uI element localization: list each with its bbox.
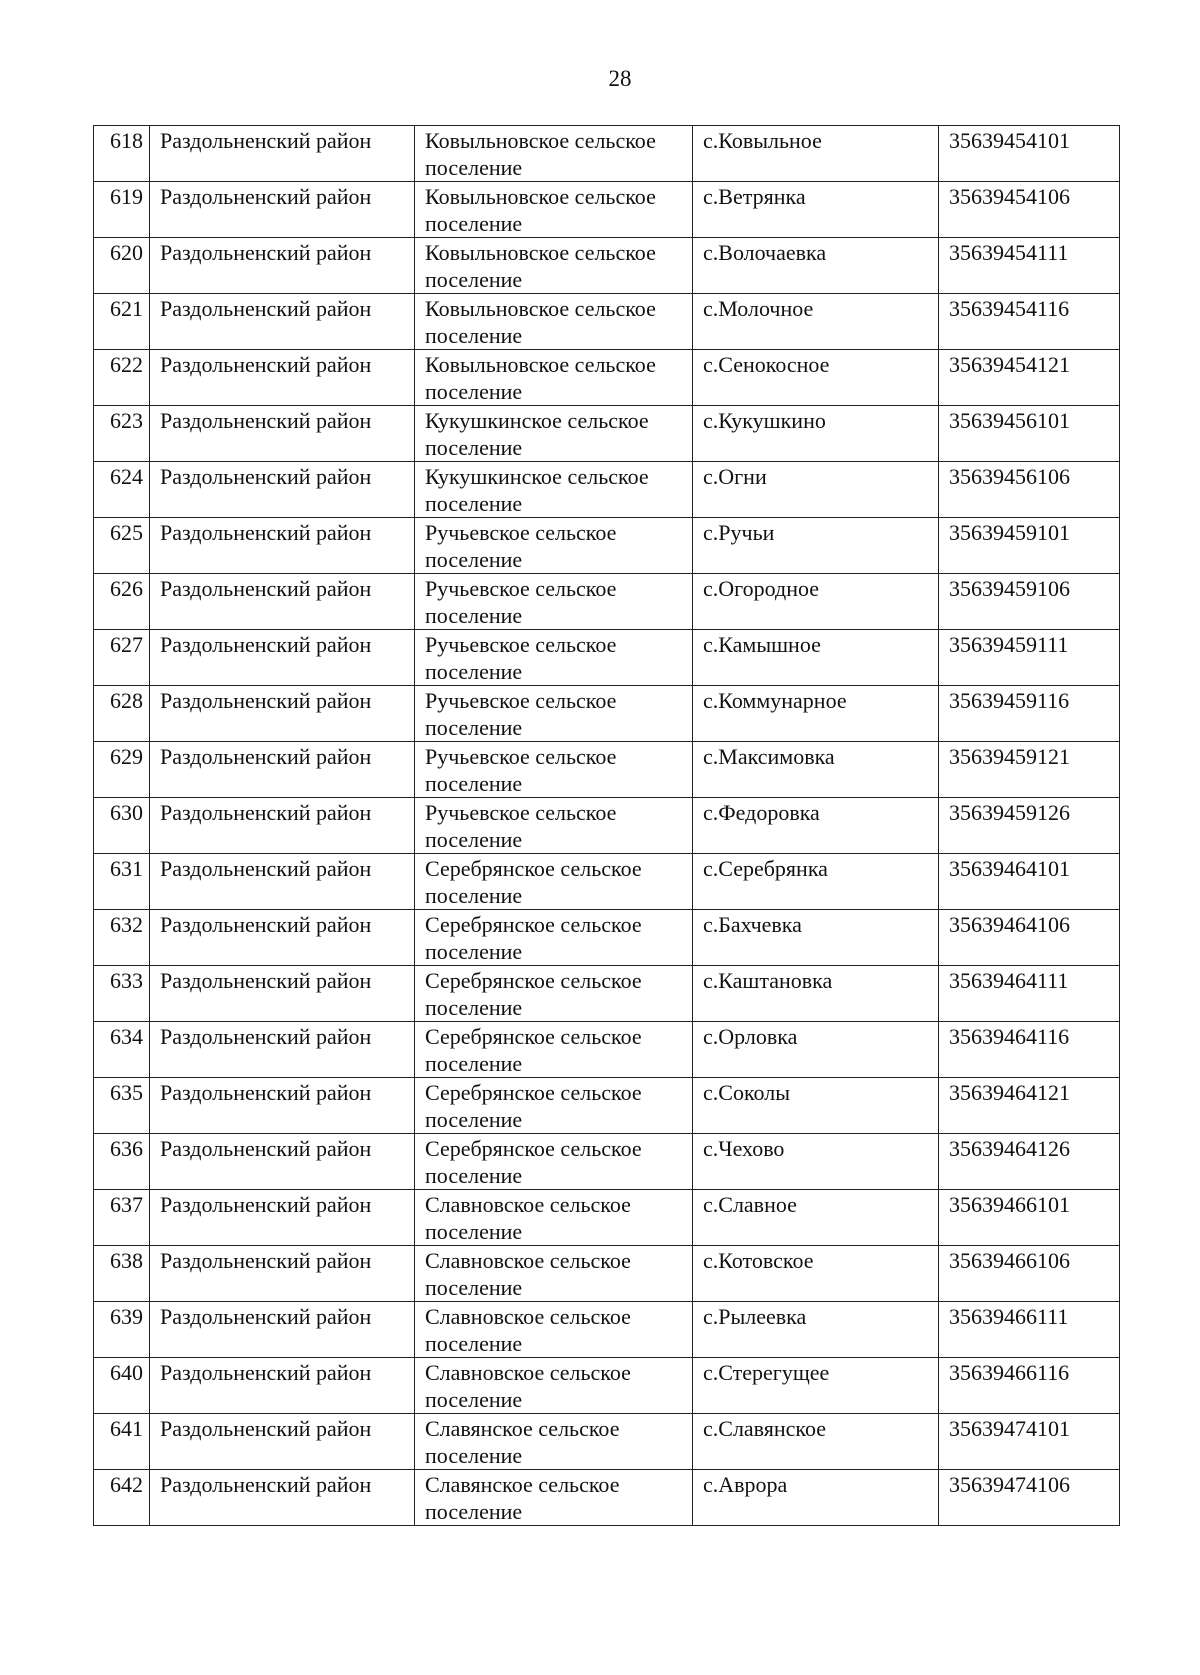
- settlement-name-line-2: поселение: [425, 379, 523, 404]
- oktmo-code: 35639464111: [939, 966, 1120, 1022]
- district-name: Раздольненский район: [150, 910, 415, 966]
- settlement-name: [415, 294, 693, 350]
- settlement-name: [415, 1358, 693, 1414]
- locality-name: с.Аврора: [693, 1470, 939, 1526]
- settlement-name: [415, 854, 693, 910]
- table-row: [94, 294, 1120, 350]
- settlement-name-line-1: Ручьевское сельское: [425, 744, 617, 769]
- settlement-name-line-2: поселение: [425, 211, 523, 236]
- table-row: [94, 854, 1120, 910]
- oktmo-code: 35639464116: [939, 1022, 1120, 1078]
- row-number: 632: [94, 910, 150, 966]
- table-row: [94, 406, 1120, 462]
- settlement-name-line-1: Ковыльновское сельское: [425, 352, 656, 377]
- settlement-name-line-1: Ковыльновское сельское: [425, 184, 656, 209]
- district-name: Раздольненский район: [150, 1414, 415, 1470]
- settlement-name-line-2: поселение: [425, 1387, 523, 1412]
- row-number: 627: [94, 630, 150, 686]
- settlement-name-line-2: поселение: [425, 1499, 523, 1524]
- table-row: [94, 742, 1120, 798]
- settlement-name-line-1: Кукушкинское сельское: [425, 464, 649, 489]
- table-row: [94, 238, 1120, 294]
- oktmo-code: 35639464101: [939, 854, 1120, 910]
- settlement-name: [415, 966, 693, 1022]
- oktmo-code: 35639474106: [939, 1470, 1120, 1526]
- settlement-name-line-1: Ковыльновское сельское: [425, 128, 656, 153]
- table-row: [94, 126, 1120, 182]
- row-number: 622: [94, 350, 150, 406]
- settlement-name-line-2: поселение: [425, 155, 523, 180]
- district-name: Раздольненский район: [150, 1358, 415, 1414]
- row-number: 620: [94, 238, 150, 294]
- row-number: 638: [94, 1246, 150, 1302]
- settlement-name: [415, 182, 693, 238]
- table-row: [94, 518, 1120, 574]
- table-row: [94, 574, 1120, 630]
- locality-name: с.Огородное: [693, 574, 939, 630]
- settlement-name: [415, 1414, 693, 1470]
- settlement-name-line-2: поселение: [425, 715, 523, 740]
- settlement-name-line-1: Славянское сельское: [425, 1416, 620, 1441]
- table-row: [94, 686, 1120, 742]
- settlement-name-line-1: Серебрянское сельское: [425, 1080, 642, 1105]
- oktmo-code: 35639459126: [939, 798, 1120, 854]
- settlement-name-line-1: Ручьевское сельское: [425, 520, 617, 545]
- oktmo-code: 35639474101: [939, 1414, 1120, 1470]
- settlement-name-line-1: Ручьевское сельское: [425, 632, 617, 657]
- district-name: Раздольненский район: [150, 1078, 415, 1134]
- table-row: [94, 182, 1120, 238]
- settlement-name: [415, 462, 693, 518]
- locality-name: с.Федоровка: [693, 798, 939, 854]
- table-row: [94, 1414, 1120, 1470]
- settlement-name-line-2: поселение: [425, 267, 523, 292]
- settlement-name-line-2: поселение: [425, 1107, 523, 1132]
- oktmo-code: 35639466106: [939, 1246, 1120, 1302]
- district-name: Раздольненский район: [150, 1134, 415, 1190]
- table-row: [94, 350, 1120, 406]
- settlement-name-line-2: поселение: [425, 1163, 523, 1188]
- settlement-name-line-2: поселение: [425, 547, 523, 572]
- district-name: Раздольненский район: [150, 630, 415, 686]
- locality-name: с.Ручьи: [693, 518, 939, 574]
- oktmo-code: 35639459101: [939, 518, 1120, 574]
- district-name: Раздольненский район: [150, 1470, 415, 1526]
- district-name: Раздольненский район: [150, 1190, 415, 1246]
- table-row: [94, 798, 1120, 854]
- settlement-name: [415, 1470, 693, 1526]
- settlement-name: [415, 126, 693, 182]
- district-name: Раздольненский район: [150, 574, 415, 630]
- settlement-name: [415, 1302, 693, 1358]
- oktmo-code: 35639459106: [939, 574, 1120, 630]
- district-name: Раздольненский район: [150, 1022, 415, 1078]
- table-row: [94, 1190, 1120, 1246]
- locality-name: с.Ветрянка: [693, 182, 939, 238]
- settlement-name: [415, 910, 693, 966]
- settlement-name-line-2: поселение: [425, 827, 523, 852]
- table-row: [94, 1022, 1120, 1078]
- settlement-name-line-1: Ручьевское сельское: [425, 576, 617, 601]
- oktmo-code: 35639466116: [939, 1358, 1120, 1414]
- locality-name: с.Славянское: [693, 1414, 939, 1470]
- settlement-name-line-2: поселение: [425, 995, 523, 1020]
- settlement-name-line-2: поселение: [425, 659, 523, 684]
- locality-name: с.Рылеевка: [693, 1302, 939, 1358]
- locality-name: с.Котовское: [693, 1246, 939, 1302]
- settlement-name: [415, 798, 693, 854]
- row-number: 618: [94, 126, 150, 182]
- table-row: [94, 966, 1120, 1022]
- locality-name: с.Молочное: [693, 294, 939, 350]
- row-number: 630: [94, 798, 150, 854]
- row-number: 634: [94, 1022, 150, 1078]
- district-name: Раздольненский район: [150, 182, 415, 238]
- district-name: Раздольненский район: [150, 462, 415, 518]
- row-number: 629: [94, 742, 150, 798]
- row-number: 619: [94, 182, 150, 238]
- settlement-name-line-2: поселение: [425, 1443, 523, 1468]
- oktmo-code: 35639466111: [939, 1302, 1120, 1358]
- registry-table: [93, 125, 1120, 1526]
- table-row: [94, 1358, 1120, 1414]
- district-name: Раздольненский район: [150, 1302, 415, 1358]
- locality-name: с.Максимовка: [693, 742, 939, 798]
- locality-name: с.Огни: [693, 462, 939, 518]
- table-row: [94, 1078, 1120, 1134]
- table-row: [94, 1302, 1120, 1358]
- district-name: Раздольненский район: [150, 966, 415, 1022]
- settlement-name-line-1: Серебрянское сельское: [425, 1024, 642, 1049]
- settlement-name: [415, 686, 693, 742]
- settlement-name-line-2: поселение: [425, 323, 523, 348]
- settlement-name-line-2: поселение: [425, 883, 523, 908]
- settlement-name: [415, 574, 693, 630]
- locality-name: с.Соколы: [693, 1078, 939, 1134]
- oktmo-code: 35639459111: [939, 630, 1120, 686]
- row-number: 626: [94, 574, 150, 630]
- row-number: 642: [94, 1470, 150, 1526]
- page-number: 28: [608, 66, 632, 91]
- settlement-name-line-1: Серебрянское сельское: [425, 856, 642, 881]
- locality-name: с.Стерегущее: [693, 1358, 939, 1414]
- settlement-name: [415, 1246, 693, 1302]
- row-number: 628: [94, 686, 150, 742]
- settlement-name-line-1: Ковыльновское сельское: [425, 296, 656, 321]
- settlement-name-line-1: Ручьевское сельское: [425, 800, 617, 825]
- locality-name: с.Камышное: [693, 630, 939, 686]
- row-number: 623: [94, 406, 150, 462]
- district-name: Раздольненский район: [150, 1246, 415, 1302]
- locality-name: с.Ковыльное: [693, 126, 939, 182]
- settlement-name: [415, 1134, 693, 1190]
- locality-name: с.Волочаевка: [693, 238, 939, 294]
- oktmo-code: 35639464106: [939, 910, 1120, 966]
- settlement-name-line-1: Славновское сельское: [425, 1360, 631, 1385]
- settlement-name: [415, 518, 693, 574]
- oktmo-code: 35639456106: [939, 462, 1120, 518]
- oktmo-code: 35639459116: [939, 686, 1120, 742]
- row-number: 621: [94, 294, 150, 350]
- table-row: [94, 462, 1120, 518]
- district-name: Раздольненский район: [150, 798, 415, 854]
- district-name: Раздольненский район: [150, 126, 415, 182]
- table-row: [94, 1246, 1120, 1302]
- row-number: 631: [94, 854, 150, 910]
- district-name: Раздольненский район: [150, 854, 415, 910]
- oktmo-code: 35639454116: [939, 294, 1120, 350]
- district-name: Раздольненский район: [150, 350, 415, 406]
- row-number: 624: [94, 462, 150, 518]
- district-name: Раздольненский район: [150, 406, 415, 462]
- settlement-name-line-2: поселение: [425, 939, 523, 964]
- locality-name: с.Бахчевка: [693, 910, 939, 966]
- settlement-name: [415, 350, 693, 406]
- district-name: Раздольненский район: [150, 238, 415, 294]
- settlement-name-line-1: Славновское сельское: [425, 1248, 631, 1273]
- district-name: Раздольненский район: [150, 518, 415, 574]
- locality-name: с.Кукушкино: [693, 406, 939, 462]
- settlement-name-line-2: поселение: [425, 1051, 523, 1076]
- district-name: Раздольненский район: [150, 294, 415, 350]
- settlement-name-line-1: Ручьевское сельское: [425, 688, 617, 713]
- row-number: 641: [94, 1414, 150, 1470]
- oktmo-code: 35639464121: [939, 1078, 1120, 1134]
- settlement-name-line-1: Кукушкинское сельское: [425, 408, 649, 433]
- settlement-name-line-1: Славновское сельское: [425, 1192, 631, 1217]
- row-number: 625: [94, 518, 150, 574]
- district-name: Раздольненский район: [150, 742, 415, 798]
- locality-name: с.Серебрянка: [693, 854, 939, 910]
- locality-name: с.Орловка: [693, 1022, 939, 1078]
- settlement-name-line-1: Ковыльновское сельское: [425, 240, 656, 265]
- settlement-name-line-1: Славянское сельское: [425, 1472, 620, 1497]
- table-row: [94, 1470, 1120, 1526]
- settlement-name-line-2: поселение: [425, 771, 523, 796]
- locality-name: с.Каштановка: [693, 966, 939, 1022]
- row-number: 633: [94, 966, 150, 1022]
- oktmo-code: 35639454121: [939, 350, 1120, 406]
- oktmo-code: 35639464126: [939, 1134, 1120, 1190]
- settlement-name: [415, 1078, 693, 1134]
- row-number: 639: [94, 1302, 150, 1358]
- settlement-name: [415, 1190, 693, 1246]
- settlement-name-line-1: Серебрянское сельское: [425, 1136, 642, 1161]
- settlement-name-line-2: поселение: [425, 491, 523, 516]
- settlement-name-line-1: Славновское сельское: [425, 1304, 631, 1329]
- district-name: Раздольненский район: [150, 686, 415, 742]
- oktmo-code: 35639454106: [939, 182, 1120, 238]
- oktmo-code: 35639466101: [939, 1190, 1120, 1246]
- settlement-name-line-2: поселение: [425, 1219, 523, 1244]
- settlement-name: [415, 238, 693, 294]
- oktmo-code: 35639454111: [939, 238, 1120, 294]
- settlement-name-line-2: поселение: [425, 603, 523, 628]
- settlement-name: [415, 406, 693, 462]
- locality-name: с.Славное: [693, 1190, 939, 1246]
- row-number: 636: [94, 1134, 150, 1190]
- oktmo-code: 35639459121: [939, 742, 1120, 798]
- locality-name: с.Сенокосное: [693, 350, 939, 406]
- settlement-name-line-2: поселение: [425, 1331, 523, 1356]
- settlement-name: [415, 630, 693, 686]
- settlement-name-line-1: Серебрянское сельское: [425, 912, 642, 937]
- locality-name: с.Чехово: [693, 1134, 939, 1190]
- table-row: [94, 630, 1120, 686]
- locality-name: с.Коммунарное: [693, 686, 939, 742]
- settlement-name-line-2: поселение: [425, 435, 523, 460]
- settlement-name: [415, 1022, 693, 1078]
- oktmo-code: 35639454101: [939, 126, 1120, 182]
- oktmo-code: 35639456101: [939, 406, 1120, 462]
- settlement-name-line-1: Серебрянское сельское: [425, 968, 642, 993]
- registry-table-body: [94, 126, 1120, 1526]
- settlement-name-line-2: поселение: [425, 1275, 523, 1300]
- row-number: 637: [94, 1190, 150, 1246]
- row-number: 635: [94, 1078, 150, 1134]
- table-row: [94, 1134, 1120, 1190]
- table-row: [94, 910, 1120, 966]
- row-number: 640: [94, 1358, 150, 1414]
- settlement-name: [415, 742, 693, 798]
